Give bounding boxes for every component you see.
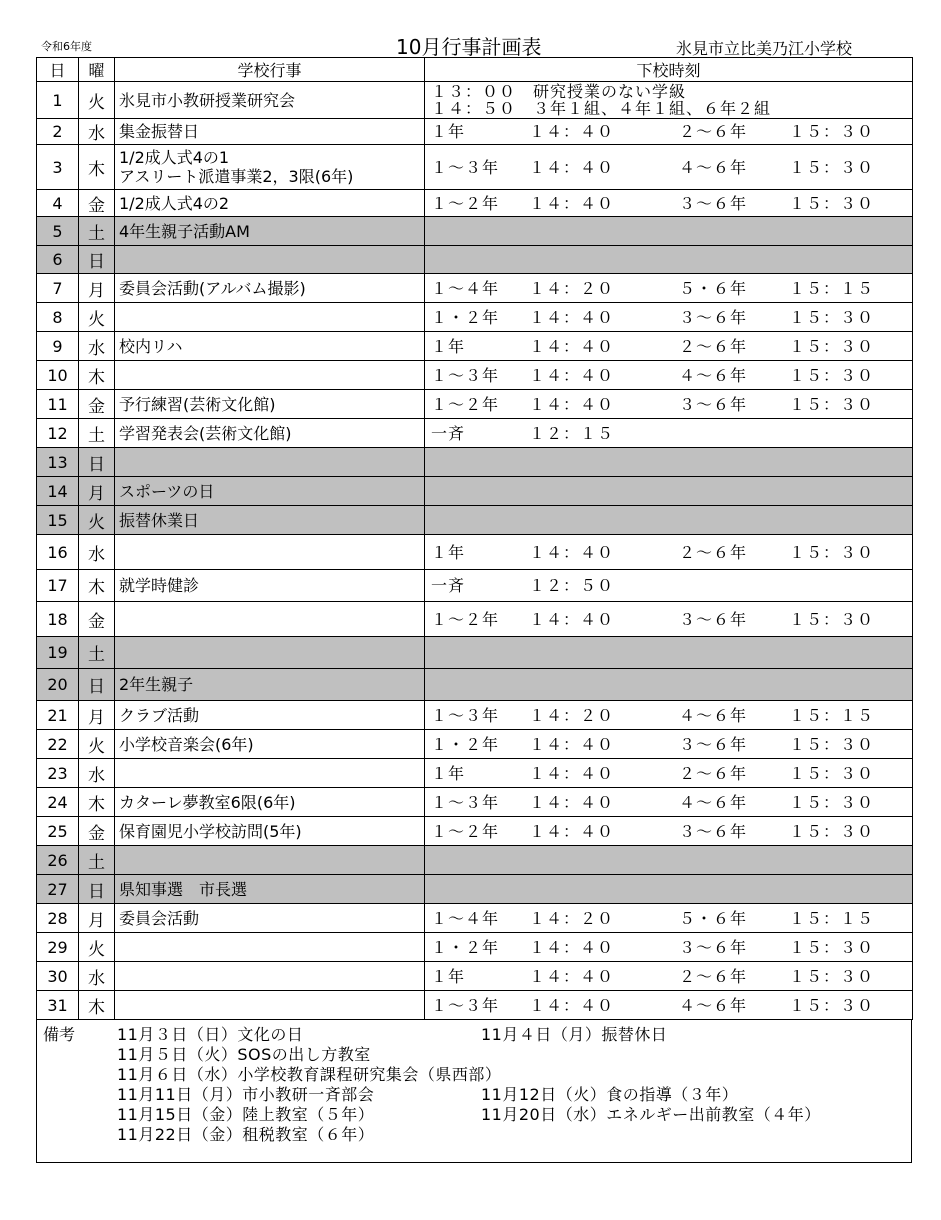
table-row xyxy=(37,246,913,274)
grade-group-b: ２～６年 xyxy=(679,966,748,986)
grade-group-a: １～４年 xyxy=(431,278,500,298)
event-cell xyxy=(115,759,425,788)
dismissal-cell xyxy=(425,274,913,303)
event-text: 県知事選 市長選 xyxy=(119,879,248,899)
grade-group-a: １年 xyxy=(431,336,466,356)
dismissal-cell xyxy=(425,962,913,991)
event-text: 1/2成人式4の2 xyxy=(119,193,230,213)
weekday-cell: 月 xyxy=(79,274,115,303)
weekday-cell: 木 xyxy=(79,991,115,1020)
weekday-cell: 木 xyxy=(79,145,115,190)
dismissal-line: １３：００ 研究授業のない学級 xyxy=(431,82,687,101)
header-dismissal-time: 下校時刻 xyxy=(425,58,913,82)
time-a: １４：４０ xyxy=(529,193,615,213)
event-text: 校内リハ xyxy=(119,336,183,356)
event-cell xyxy=(115,477,425,506)
grade-group-a: １～２年 xyxy=(431,394,500,414)
day-cell: 20 xyxy=(37,669,79,701)
time-b: １５：１５ xyxy=(789,705,875,725)
time-b: １５：３０ xyxy=(789,937,875,957)
dismissal-cell xyxy=(425,448,913,477)
dismissal-cell xyxy=(425,332,913,361)
table-row xyxy=(37,730,913,759)
weekday-cell: 水 xyxy=(79,962,115,991)
time-b: １５：３０ xyxy=(789,157,875,177)
table-row xyxy=(37,846,913,875)
day-cell: 13 xyxy=(37,448,79,477)
weekday-cell: 日 xyxy=(79,669,115,701)
weekday-cell: 日 xyxy=(79,448,115,477)
grade-group-a: １～３年 xyxy=(431,792,500,812)
table-row xyxy=(37,962,913,991)
table-row xyxy=(37,669,913,701)
note-item: 11月12日（火）食の指導（３年） xyxy=(481,1085,739,1104)
weekday-cell: 木 xyxy=(79,570,115,602)
table-row xyxy=(37,448,913,477)
time-a: １４：４０ xyxy=(529,365,615,385)
table-row xyxy=(37,303,913,332)
event-cell xyxy=(115,119,425,145)
header-school-event: 学校行事 xyxy=(115,58,425,82)
event-text: 委員会活動 xyxy=(119,908,200,928)
time-a: １４：４０ xyxy=(529,792,615,812)
time-a: １４：４０ xyxy=(529,157,615,177)
dismissal-cell xyxy=(425,506,913,535)
grade-group-b: ２～６年 xyxy=(679,122,748,141)
event-text: 委員会活動(アルバム撮影) xyxy=(119,278,306,298)
day-cell: 19 xyxy=(37,637,79,669)
school-name: 氷見市立比美乃江小学校 xyxy=(676,39,853,58)
fiscal-year-label: 令和6年度 xyxy=(41,40,92,53)
event-cell xyxy=(115,846,425,875)
time-a: １４：４０ xyxy=(529,966,615,986)
time-a: １４：４０ xyxy=(529,763,615,783)
time-b: １５：１５ xyxy=(789,278,875,298)
grade-group-a: １・２年 xyxy=(431,307,500,327)
event-text: 1/2成人式4の1 アスリート派遣事業2，3限(6年) xyxy=(119,148,354,186)
table-row xyxy=(37,477,913,506)
day-cell: 15 xyxy=(37,506,79,535)
day-cell: 6 xyxy=(37,246,79,274)
day-cell: 2 xyxy=(37,119,79,145)
table-row xyxy=(37,332,913,361)
weekday-cell: 火 xyxy=(79,933,115,962)
table-row xyxy=(37,535,913,570)
time-a: １４：４０ xyxy=(529,542,615,562)
grade-group-a: １・２年 xyxy=(431,734,500,754)
event-text: 集金振替日 xyxy=(119,122,200,141)
weekday-cell: 火 xyxy=(79,506,115,535)
time-a: １４：４０ xyxy=(529,995,615,1015)
day-cell: 17 xyxy=(37,570,79,602)
event-cell xyxy=(115,962,425,991)
grade-group-a: １～２年 xyxy=(431,193,500,213)
weekday-cell: 火 xyxy=(79,82,115,119)
time-a: １４：４０ xyxy=(529,734,615,754)
table-header-row xyxy=(37,58,913,82)
time-a: １２：５０ xyxy=(529,576,615,595)
weekday-cell: 火 xyxy=(79,730,115,759)
day-cell: 14 xyxy=(37,477,79,506)
time-a: １４：４０ xyxy=(529,307,615,327)
event-cell xyxy=(115,506,425,535)
day-cell: 22 xyxy=(37,730,79,759)
day-cell: 25 xyxy=(37,817,79,846)
grade-group-b: ３～６年 xyxy=(679,609,748,629)
weekday-cell: 月 xyxy=(79,904,115,933)
event-text: スポーツの日 xyxy=(119,481,215,501)
event-text: 氷見市小教研授業研究会 xyxy=(119,90,296,110)
grade-group-a: １～３年 xyxy=(431,705,500,725)
event-cell xyxy=(115,817,425,846)
dismissal-cell xyxy=(425,119,913,145)
dismissal-cell xyxy=(425,477,913,506)
time-b: １５：３０ xyxy=(789,734,875,754)
day-cell: 10 xyxy=(37,361,79,390)
event-cell xyxy=(115,570,425,602)
event-cell xyxy=(115,361,425,390)
weekday-cell: 木 xyxy=(79,788,115,817)
dismissal-cell xyxy=(425,788,913,817)
day-cell: 26 xyxy=(37,846,79,875)
grade-group-b: ３～６年 xyxy=(679,821,748,841)
time-a: １４：４０ xyxy=(529,336,615,356)
time-a: １４：４０ xyxy=(529,122,615,141)
event-text: 保育園児小学校訪問(5年) xyxy=(119,821,302,841)
day-cell: 12 xyxy=(37,419,79,448)
header-day: 日 xyxy=(37,58,79,82)
day-cell: 27 xyxy=(37,875,79,904)
event-text: 4年生親子活動AM xyxy=(119,221,250,241)
schedule-rows xyxy=(37,82,913,1020)
table-row xyxy=(37,933,913,962)
day-cell: 23 xyxy=(37,759,79,788)
weekday-cell: 土 xyxy=(79,637,115,669)
event-text: 学習発表会(芸術文化館) xyxy=(119,423,292,443)
dismissal-cell xyxy=(425,904,913,933)
weekday-cell: 火 xyxy=(79,303,115,332)
grade-group-a: 一斉 xyxy=(431,576,466,595)
dismissal-cell xyxy=(425,246,913,274)
grade-group-b: ４～６年 xyxy=(679,792,748,812)
time-a: １４：２０ xyxy=(529,908,615,928)
event-cell xyxy=(115,602,425,637)
event-cell xyxy=(115,448,425,477)
event-cell xyxy=(115,419,425,448)
event-text: 振替休業日 xyxy=(119,510,200,530)
table-row xyxy=(37,817,913,846)
grade-group-b: ２～６年 xyxy=(679,336,748,356)
table-row xyxy=(37,904,913,933)
time-b: １５：３０ xyxy=(789,307,875,327)
event-cell xyxy=(115,637,425,669)
day-cell: 28 xyxy=(37,904,79,933)
event-cell xyxy=(115,303,425,332)
note-item: 11月22日（金）租税教室（６年） xyxy=(117,1125,375,1144)
table-row xyxy=(37,190,913,217)
event-cell xyxy=(115,145,425,190)
weekday-cell: 金 xyxy=(79,190,115,217)
time-b: １５：３０ xyxy=(789,365,875,385)
table-row xyxy=(37,145,913,190)
time-a: １４：４０ xyxy=(529,821,615,841)
dismissal-cell xyxy=(425,145,913,190)
time-a: １４：４０ xyxy=(529,609,615,629)
grade-group-a: １～３年 xyxy=(431,365,500,385)
grade-group-b: ４～６年 xyxy=(679,157,748,177)
event-cell xyxy=(115,332,425,361)
time-b: １５：３０ xyxy=(789,995,875,1015)
dismissal-cell xyxy=(425,602,913,637)
table-row xyxy=(37,82,913,119)
dismissal-cell xyxy=(425,846,913,875)
weekday-cell: 土 xyxy=(79,217,115,246)
time-b: １５：３０ xyxy=(789,609,875,629)
weekday-cell: 水 xyxy=(79,119,115,145)
table-row xyxy=(37,991,913,1020)
grade-group-b: ５・６年 xyxy=(679,278,748,298)
day-cell: 24 xyxy=(37,788,79,817)
day-cell: 1 xyxy=(37,82,79,119)
table-row xyxy=(37,875,913,904)
time-b: １５：３０ xyxy=(789,792,875,812)
day-cell: 31 xyxy=(37,991,79,1020)
table-row xyxy=(37,217,913,246)
table-row xyxy=(37,506,913,535)
dismissal-cell xyxy=(425,991,913,1020)
grade-group-a: １年 xyxy=(431,542,466,562)
time-b: １５：３０ xyxy=(789,336,875,356)
dismissal-cell xyxy=(425,637,913,669)
grade-group-b: ４～６年 xyxy=(679,705,748,725)
weekday-cell: 金 xyxy=(79,817,115,846)
weekday-cell: 木 xyxy=(79,361,115,390)
grade-group-a: １年 xyxy=(431,122,466,141)
weekday-cell: 土 xyxy=(79,846,115,875)
grade-group-b: ３～６年 xyxy=(679,193,748,213)
event-cell xyxy=(115,730,425,759)
grade-group-a: １～４年 xyxy=(431,908,500,928)
table-row xyxy=(37,390,913,419)
note-item: 11月５日（火）SOSの出し方教室 xyxy=(117,1045,371,1064)
event-cell xyxy=(115,246,425,274)
time-b: １５：３０ xyxy=(789,122,875,141)
day-cell: 29 xyxy=(37,933,79,962)
dismissal-cell xyxy=(425,361,913,390)
dismissal-cell xyxy=(425,419,913,448)
grade-group-b: ３～６年 xyxy=(679,307,748,327)
time-b: １５：３０ xyxy=(789,763,875,783)
weekday-cell: 水 xyxy=(79,759,115,788)
dismissal-cell xyxy=(425,390,913,419)
dismissal-cell xyxy=(425,190,913,217)
grade-group-b: ２～６年 xyxy=(679,542,748,562)
dismissal-line: １４：５０ ３年１組、４年１組、６年２組 xyxy=(431,99,772,118)
event-cell xyxy=(115,217,425,246)
time-a: １４：４０ xyxy=(529,937,615,957)
schedule-sheet xyxy=(36,57,912,1190)
event-cell xyxy=(115,190,425,217)
weekday-cell: 水 xyxy=(79,535,115,570)
table-row xyxy=(37,759,913,788)
day-cell: 11 xyxy=(37,390,79,419)
weekday-cell: 日 xyxy=(79,875,115,904)
event-cell xyxy=(115,274,425,303)
grade-group-a: １～２年 xyxy=(431,609,500,629)
day-cell: 18 xyxy=(37,602,79,637)
table-row xyxy=(37,419,913,448)
grade-group-b: ５・６年 xyxy=(679,908,748,928)
schedule-table xyxy=(36,57,913,1020)
dismissal-cell xyxy=(425,875,913,904)
event-cell xyxy=(115,82,425,119)
event-text: 2年生親子 xyxy=(119,675,194,694)
grade-group-b: ３～６年 xyxy=(679,734,748,754)
event-cell xyxy=(115,390,425,419)
dismissal-cell xyxy=(425,817,913,846)
day-cell: 5 xyxy=(37,217,79,246)
event-text: クラブ活動 xyxy=(119,705,200,725)
grade-group-a: １～２年 xyxy=(431,821,500,841)
grade-group-b: ３～６年 xyxy=(679,937,748,957)
dismissal-cell xyxy=(425,933,913,962)
weekday-cell: 月 xyxy=(79,701,115,730)
grade-group-b: ３～６年 xyxy=(679,394,748,414)
time-b: １５：３０ xyxy=(789,394,875,414)
dismissal-cell xyxy=(425,535,913,570)
event-text: 小学校音楽会(6年) xyxy=(119,734,254,754)
note-item: 11月11日（月）市小教研一斉部会 xyxy=(117,1085,375,1104)
dismissal-cell xyxy=(425,570,913,602)
grade-group-a: １年 xyxy=(431,763,466,783)
page-title: 10月行事計画表 xyxy=(396,35,542,59)
dismissal-cell xyxy=(425,82,913,119)
note-item: 11月３日（日）文化の日 xyxy=(117,1025,304,1044)
dismissal-cell xyxy=(425,217,913,246)
weekday-cell: 金 xyxy=(79,602,115,637)
time-b: １５：３０ xyxy=(789,966,875,986)
grade-group-b: ４～６年 xyxy=(679,995,748,1015)
event-cell xyxy=(115,535,425,570)
grade-group-a: 一斉 xyxy=(431,423,466,443)
day-cell: 30 xyxy=(37,962,79,991)
dismissal-cell xyxy=(425,730,913,759)
day-cell: 7 xyxy=(37,274,79,303)
table-row xyxy=(37,274,913,303)
header-weekday: 曜 xyxy=(79,58,115,82)
note-item: 11月20日（水）エネルギー出前教室（４年） xyxy=(481,1105,821,1124)
table-row xyxy=(37,570,913,602)
time-a: １４：４０ xyxy=(529,394,615,414)
event-text: カターレ夢教室6限(6年) xyxy=(119,792,296,812)
grade-group-a: １～３年 xyxy=(431,995,500,1015)
dismissal-cell xyxy=(425,669,913,701)
time-b: １５：３０ xyxy=(789,193,875,213)
event-cell xyxy=(115,701,425,730)
grade-group-a: １～３年 xyxy=(431,157,500,177)
table-row xyxy=(37,637,913,669)
weekday-cell: 日 xyxy=(79,246,115,274)
event-cell xyxy=(115,788,425,817)
table-row xyxy=(37,361,913,390)
day-cell: 8 xyxy=(37,303,79,332)
day-cell: 21 xyxy=(37,701,79,730)
table-row xyxy=(37,701,913,730)
time-a: １４：２０ xyxy=(529,278,615,298)
weekday-cell: 月 xyxy=(79,477,115,506)
grade-group-b: ４～６年 xyxy=(679,365,748,385)
notes-label: 備考 xyxy=(43,1025,76,1044)
event-cell xyxy=(115,933,425,962)
day-cell: 9 xyxy=(37,332,79,361)
dismissal-cell xyxy=(425,759,913,788)
notes-section xyxy=(36,1020,912,1163)
event-cell xyxy=(115,669,425,701)
table-row xyxy=(37,602,913,637)
weekday-cell: 水 xyxy=(79,332,115,361)
grade-group-a: １・２年 xyxy=(431,937,500,957)
event-cell xyxy=(115,991,425,1020)
day-cell: 3 xyxy=(37,145,79,190)
table-row xyxy=(37,119,913,145)
time-b: １５：３０ xyxy=(789,542,875,562)
dismissal-cell xyxy=(425,303,913,332)
table-row xyxy=(37,788,913,817)
note-item: 11月15日（金）陸上教室（５年） xyxy=(117,1105,375,1124)
dismissal-cell xyxy=(425,701,913,730)
weekday-cell: 土 xyxy=(79,419,115,448)
event-text: 予行練習(芸術文化館) xyxy=(119,394,276,414)
day-cell: 16 xyxy=(37,535,79,570)
time-a: １２：１５ xyxy=(529,423,615,443)
note-item: 11月４日（月）振替休日 xyxy=(481,1025,668,1044)
grade-group-b: ２～６年 xyxy=(679,763,748,783)
grade-group-a: １年 xyxy=(431,966,466,986)
time-b: １５：３０ xyxy=(789,821,875,841)
event-cell xyxy=(115,904,425,933)
time-a: １４：２０ xyxy=(529,705,615,725)
note-item: 11月６日（水）小学校教育課程研究集会（県西部） xyxy=(117,1065,502,1084)
time-b: １５：１５ xyxy=(789,908,875,928)
day-cell: 4 xyxy=(37,190,79,217)
event-text: 就学時健診 xyxy=(119,576,200,595)
event-cell xyxy=(115,875,425,904)
weekday-cell: 金 xyxy=(79,390,115,419)
